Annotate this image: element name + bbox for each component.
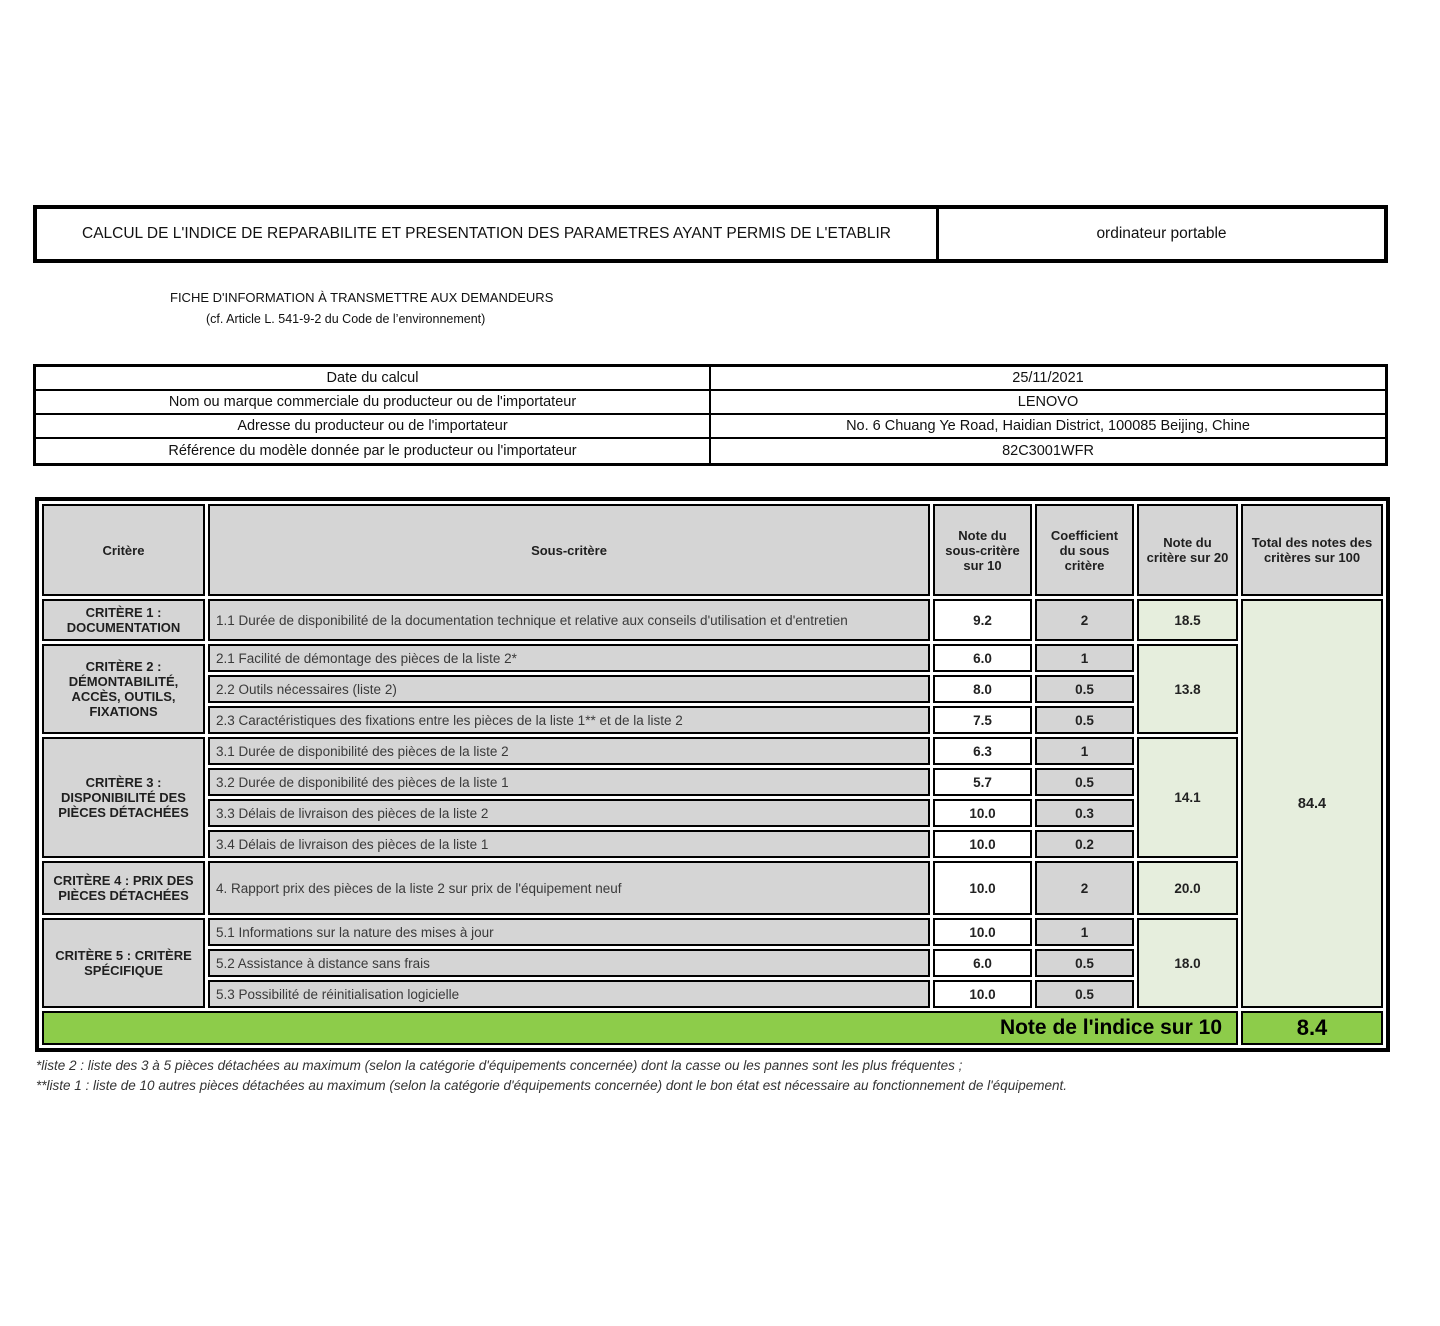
header-note-critere: Note du critère sur 20 — [1137, 504, 1238, 596]
info-row-model — [36, 439, 1385, 463]
critere-4-score20: 20.0 — [1137, 861, 1238, 915]
index-score-row — [42, 1011, 1383, 1045]
sub-5-2-coef: 0.5 — [1035, 949, 1134, 977]
document-title: CALCUL DE L'INDICE DE REPARABILITE ET PRESENTATION DES PARAMETRES AYANT PERMIS DE L'ETABLIR — [37, 209, 939, 259]
sub-3-4-note: 10.0 — [933, 830, 1032, 858]
sub-5-3-coef: 0.5 — [1035, 980, 1134, 1008]
sub-2-3-label: 2.3 Caractéristiques des fixations entre les pièces de la liste 1** et de la liste 2 — [208, 706, 930, 734]
info-value-address: No. 6 Chuang Ye Road, Haidian District, 100085 Beijing, Chine — [846, 418, 1250, 434]
sub-5-1-note: 10.0 — [933, 918, 1032, 946]
header-sous-critere: Sous-critère — [208, 504, 930, 596]
info-label-model: Référence du modèle donnée par le producteur ou l'importateur — [36, 439, 711, 463]
footnote-liste2: *liste 2 : liste des 3 à 5 pièces détachées au maximum (selon la catégorie d'équipements concernée) dont la casse ou les pannes sont les plus fréquentes ; — [36, 1058, 963, 1073]
sub-2-2-label: 2.2 Outils nécessaires (liste 2) — [208, 675, 930, 703]
critere-2-score20: 13.8 — [1137, 644, 1238, 734]
critere-2-name: CRITÈRE 2 : DÉMONTABILITÉ, ACCÈS, OUTILS, FIXATIONS — [42, 644, 205, 734]
info-label-brand: Nom ou marque commerciale du producteur ou de l'importateur — [36, 391, 711, 413]
critere-4-name: CRITÈRE 4 : PRIX DES PIÈCES DÉTACHÉES — [42, 861, 205, 915]
sub-1-1-note: 9.2 — [933, 599, 1032, 641]
critere-3-name: CRITÈRE 3 : DISPONIBILITÉ DES PIÈCES DÉTACHÉES — [42, 737, 205, 858]
sub-2-1-coef: 1 — [1035, 644, 1134, 672]
sub-4-coef: 2 — [1035, 861, 1134, 915]
table-row — [42, 644, 1383, 672]
sub-2-3-coef: 0.5 — [1035, 706, 1134, 734]
criteria-table — [35, 497, 1390, 1052]
info-label-address: Adresse du producteur ou de l'importateur — [36, 415, 711, 437]
table-row — [42, 918, 1383, 946]
sub-5-1-label: 5.1 Informations sur la nature des mises à jour — [208, 918, 930, 946]
table-row — [42, 737, 1383, 765]
info-row-brand — [36, 391, 1385, 415]
critere-5-score20: 18.0 — [1137, 918, 1238, 1008]
info-value-brand: LENOVO — [1017, 394, 1079, 410]
header-critere: Critère — [42, 504, 205, 596]
critere-3-score20: 14.1 — [1137, 737, 1238, 858]
sub-2-1-note: 6.0 — [933, 644, 1032, 672]
sub-5-3-label: 5.3 Possibilité de réinitialisation logicielle — [208, 980, 930, 1008]
sub-3-1-coef: 1 — [1035, 737, 1134, 765]
sub-1-1-label: 1.1 Durée de disponibilité de la documentation technique et relative aux conseils d'utilisation et d'entretien — [208, 599, 930, 641]
fiche-subtitle — [170, 290, 553, 326]
sub-3-2-label: 3.2 Durée de disponibilité des pièces de la liste 1 — [208, 768, 930, 796]
sub-4-note: 10.0 — [933, 861, 1032, 915]
table-row — [42, 861, 1383, 915]
sub-3-3-coef: 0.3 — [1035, 799, 1134, 827]
sub-5-1-coef: 1 — [1035, 918, 1134, 946]
product-category: ordinateur portable — [1096, 225, 1227, 242]
footnote-liste1: **liste 1 : liste de 10 autres pièces détachées au maximum (selon la catégorie d'équipements concernée) dont le bon état est nécessaire au fonctionnement de l'équipement. — [36, 1077, 1068, 1093]
criteria-header-row — [42, 504, 1383, 596]
fiche-subtitle-line1: FICHE D'INFORMATION À TRANSMETTRE AUX DEMANDEURS — [170, 290, 554, 305]
header-total: Total des notes des critères sur 100 — [1241, 504, 1383, 596]
header-note-sous-critere: Note du sous-critère sur 10 — [933, 504, 1032, 596]
sub-3-3-label: 3.3 Délais de livraison des pièces de la liste 2 — [208, 799, 930, 827]
header-coefficient: Coefficient du sous critère — [1035, 504, 1134, 596]
sub-3-3-note: 10.0 — [933, 799, 1032, 827]
sub-3-1-note: 6.3 — [933, 737, 1032, 765]
sub-2-3-note: 7.5 — [933, 706, 1032, 734]
document-title-box — [33, 205, 1388, 263]
sub-5-2-note: 6.0 — [933, 949, 1032, 977]
sub-3-4-label: 3.4 Délais de livraison des pièces de la liste 1 — [208, 830, 930, 858]
sub-5-2-label: 5.2 Assistance à distance sans frais — [208, 949, 930, 977]
sub-2-2-coef: 0.5 — [1035, 675, 1134, 703]
info-label-date: Date du calcul — [36, 367, 711, 389]
sub-2-2-note: 8.0 — [933, 675, 1032, 703]
sub-3-4-coef: 0.2 — [1035, 830, 1134, 858]
total-score-100: 84.4 — [1241, 599, 1383, 1008]
footnotes — [36, 1056, 1396, 1095]
index-score-label: Note de l'indice sur 10 — [42, 1011, 1238, 1045]
info-row-date — [36, 367, 1385, 391]
index-score-value: 8.4 — [1241, 1011, 1383, 1045]
info-value-model: 82C3001WFR — [1002, 443, 1094, 459]
critere-5-name: CRITÈRE 5 : CRITÈRE SPÉCIFIQUE — [42, 918, 205, 1008]
producer-info-table — [33, 364, 1388, 466]
sub-2-1-label: 2.1 Facilité de démontage des pièces de la liste 2* — [208, 644, 930, 672]
sub-1-1-coef: 2 — [1035, 599, 1134, 641]
fiche-subtitle-line2: (cf. Article L. 541-9-2 du Code de l’environnement) — [206, 312, 486, 326]
sub-3-2-coef: 0.5 — [1035, 768, 1134, 796]
critere-1-name: CRITÈRE 1 : DOCUMENTATION — [42, 599, 205, 641]
sub-5-3-note: 10.0 — [933, 980, 1032, 1008]
table-row — [42, 599, 1383, 641]
info-value-date: 25/11/2021 — [1012, 370, 1084, 386]
sub-3-2-note: 5.7 — [933, 768, 1032, 796]
critere-1-score20: 18.5 — [1137, 599, 1238, 641]
sub-4-label: 4. Rapport prix des pièces de la liste 2 sur prix de l'équipement neuf — [208, 861, 930, 915]
sub-3-1-label: 3.1 Durée de disponibilité des pièces de la liste 2 — [208, 737, 930, 765]
info-row-address — [36, 415, 1385, 439]
